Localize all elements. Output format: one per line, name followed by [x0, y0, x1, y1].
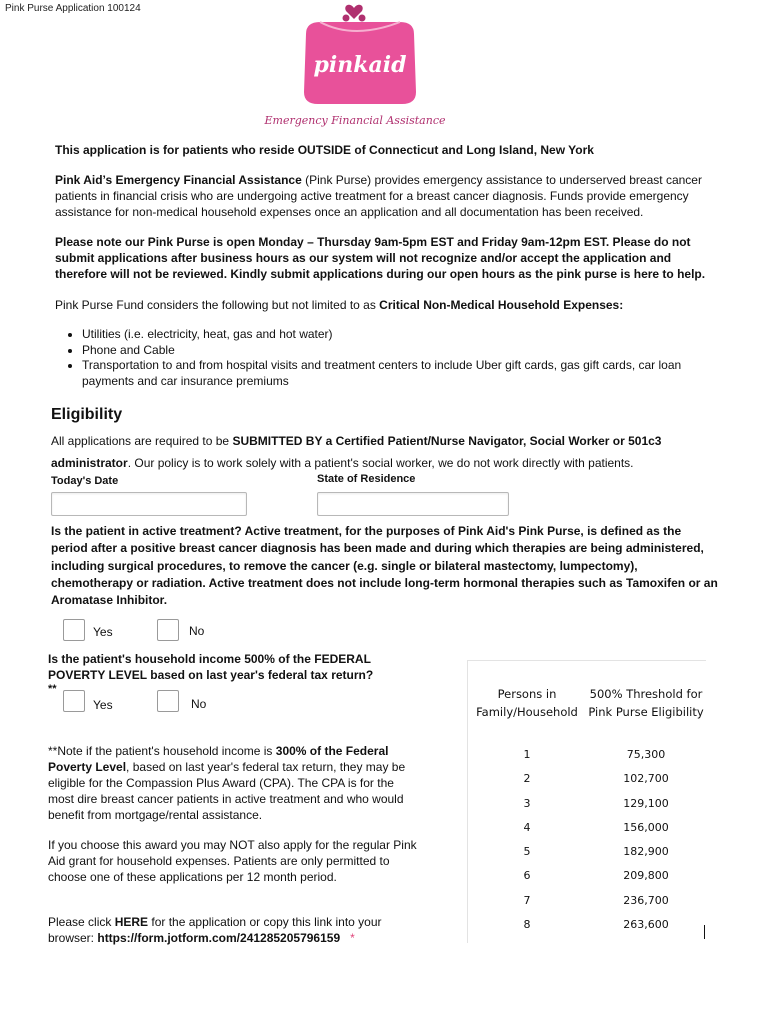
note-bold: 300% of the Federal Poverty Level — [48, 744, 389, 774]
list-item: • Transportation to and from hospital visits and treatment centers to include Uber gift cards, gas gift cards, car loan payments and car insurance premiums — [82, 358, 720, 389]
fund-lead: Pink Purse Fund considers the following but not limited to as — [55, 298, 380, 312]
program-name: Pink Aid’s Emergency Financial Assistance — [55, 173, 302, 187]
table-row — [468, 845, 706, 865]
here-link[interactable]: HERE — [114, 915, 149, 929]
req-lead: All applications are required to be — [51, 434, 233, 448]
table-edge-mark — [704, 925, 705, 939]
active-yes-checkbox[interactable] — [63, 619, 85, 641]
click-mid: for the application or copy this link into your browser: — [48, 915, 382, 945]
active-treatment-question: Is the patient in active treatment? Active treatment, for the purposes of Pink Aid's Pink Purse, is defined as the period after a positive breast cancer diagnosis has been made and during which therapies are being administered, including surgical procedures, to remove the cancer (e.g. single or bilateral mastectomy, lumpectomy), chemotherapy or radiation. Active treatment does not include long-term hormonal therapies such as Tamoxifen or an Aromatase Inhibitor. — [51, 524, 718, 608]
list-item: • Utilities (i.e. electricity, heat, gas and hot water) — [82, 327, 720, 343]
income-yes-checkbox[interactable] — [63, 690, 85, 712]
active-no-checkbox[interactable] — [157, 619, 179, 641]
requirement-text — [51, 430, 721, 474]
program-description — [55, 172, 715, 220]
state-input[interactable] — [317, 492, 509, 516]
persons-cell: 4 — [523, 821, 531, 834]
persons-cell: 6 — [523, 869, 531, 882]
income-no-checkbox[interactable] — [157, 690, 179, 712]
fund-intro — [55, 297, 715, 313]
table-row — [468, 821, 706, 841]
note-tail: , based on last year's federal tax return, they may be eligible for the Compassion Plus Award (CPA). The CPA is for the most dire breast cancer patients in active treatment and who would benefit from mortgage/rental assistance. — [48, 760, 406, 822]
hours-note: Please note our Pink Purse is open Monday – Thursday 9am-5pm EST and Friday 9am-12pm EST. Please do not submit applications after business hours as our system will not recognize and/or accept the application and therefore will not be reviewed. Kindly submit applications during our open hours as the pink purse is here to help. — [55, 235, 706, 281]
persons-cell: 2 — [523, 772, 531, 785]
logo-wordmark: pinkaid — [313, 52, 407, 78]
todays-date-input[interactable] — [51, 492, 247, 516]
table-row — [468, 918, 706, 938]
state-label: State of Residence — [317, 473, 416, 485]
threshold-cell: 75,300 — [626, 748, 666, 761]
persons-cell: 8 — [523, 918, 531, 931]
fund-bold: Critical Non-Medical Household Expenses: — [379, 298, 624, 312]
threshold-cell: 236,700 — [623, 894, 669, 907]
persons-cell: 7 — [523, 894, 531, 907]
threshold-table — [467, 660, 706, 943]
todays-date-label: Today's Date — [51, 475, 119, 487]
income-yes-label: Yes — [93, 698, 113, 712]
table-row — [468, 869, 706, 889]
table-row — [468, 772, 706, 792]
list-item: • Phone and Cable — [82, 343, 720, 359]
eligibility-heading: Eligibility — [51, 406, 123, 423]
form-id-label: Pink Purse Application 100124 — [5, 3, 141, 14]
table-row — [468, 748, 706, 768]
award-note: If you choose this award you may NOT also apply for the regular Pink Aid grant for household expenses. Patients are only permitted to choose one of these applications per 12 month period. — [48, 838, 417, 884]
logo-caption: Emergency Financial Assistance — [264, 114, 446, 127]
active-yes-label: Yes — [93, 625, 113, 639]
persons-cell: 5 — [523, 845, 531, 858]
application-link-text — [48, 914, 420, 946]
threshold-cell: 182,900 — [623, 845, 669, 858]
req-bold: SUBMITTED BY a Certified Patient/Nurse Navigator, Social Worker or 501c3 administrator — [51, 434, 662, 470]
threshold-cell: 263,600 — [623, 918, 669, 931]
threshold-cell: 209,800 — [623, 869, 669, 882]
residence-note: This application is for patients who reside OUTSIDE of Connecticut and Long Island, New York — [55, 143, 594, 157]
expenses-list — [52, 327, 720, 389]
active-no-label: No — [189, 624, 205, 638]
income-footnote-mark: ** — [48, 683, 57, 695]
table-row — [468, 894, 706, 914]
threshold-cell: 129,100 — [623, 797, 669, 810]
click-lead: Please click — [48, 915, 115, 929]
col-header-threshold: 500% Threshold for Pink Purse Eligibility — [588, 687, 704, 719]
persons-cell: 3 — [523, 797, 531, 810]
pinkaid-logo — [294, 0, 426, 112]
req-tail: . Our policy is to work solely with a patient's social worker, we do not work directly with patients. — [127, 456, 634, 470]
threshold-cell: 102,700 — [623, 772, 669, 785]
application-url[interactable]: https://form.jotform.com/241285205796159 — [97, 931, 341, 945]
table-row — [468, 797, 706, 817]
threshold-cell: 156,000 — [623, 821, 669, 834]
cpa-note — [48, 743, 420, 823]
required-asterisk: * — [350, 931, 355, 945]
income-no-label: No — [191, 697, 207, 711]
col-header-persons: Persons in Family/Household — [476, 687, 578, 719]
program-desc-text: (Pink Purse) provides emergency assistance to underserved breast cancer patients in financial crisis who are undergoing active treatment for a breast cancer diagnosis. Funds provide emergency assistance for non-medical household expenses once an application and all documentation has been received. — [55, 173, 702, 219]
note-lead: **Note if the patient's household income is — [48, 744, 276, 758]
purse-icon — [294, 0, 426, 112]
persons-cell: 1 — [523, 748, 531, 761]
income-question: Is the patient's household income 500% of the FEDERAL POVERTY LEVEL based on last year's federal tax return? — [48, 652, 374, 682]
